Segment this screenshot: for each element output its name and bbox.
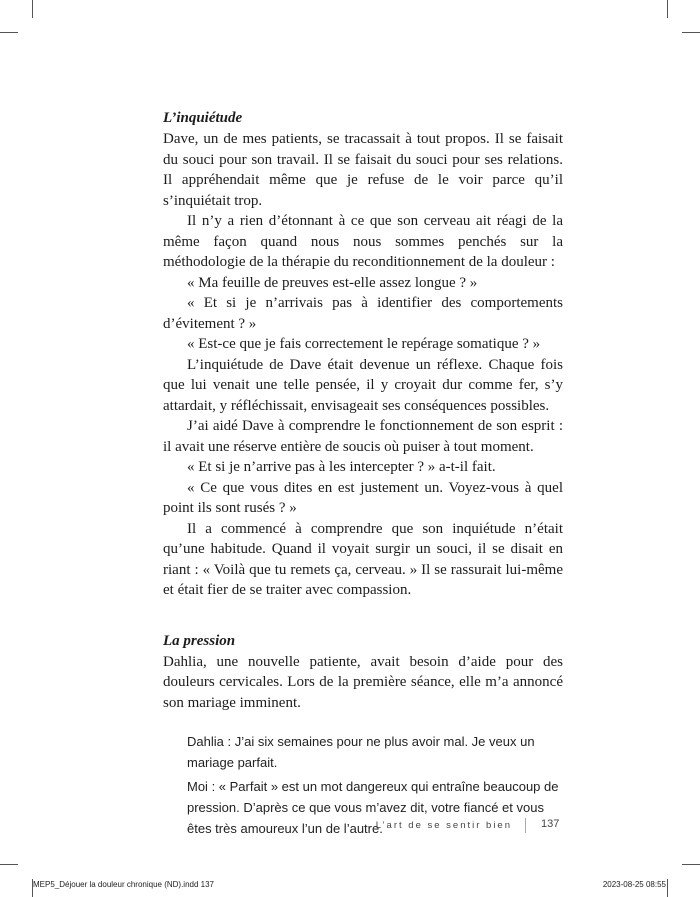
crop-mark-bottom-right: [667, 879, 668, 897]
speaker-name: Dahlia: [187, 734, 224, 749]
crop-mark-bottom-right-h: [682, 864, 700, 865]
paragraph: Il n’y a rien d’étonnant à ce que son cerveau ait réagi de la même façon quand nous nous sommes penchés sur la méthodologie de la thérapie du reconditionnement de la douleur :: [163, 213, 563, 270]
section-title: La pression: [163, 632, 236, 649]
paragraph: J’ai aidé Dave à comprendre le fonctionnement de son esprit : il avait une réserve entière de soucis où puiser à tout moment.: [163, 418, 563, 455]
section-pression: [163, 631, 563, 714]
crop-mark-top-left-h: [0, 32, 18, 33]
section-paragraphs: [163, 652, 563, 714]
section-paragraphs: [163, 129, 563, 601]
paragraph: Dave, un de mes patients, se tracassait à tout propos. Il se faisait du souci pour son travail. Il se faisait du souci pour ses relations. Il appréhendait même que je refuse de le voir parce qu’il s’inquiétait trop.: [163, 131, 563, 209]
paragraph: L’inquiétude de Dave était devenue un réflexe. Chaque fois que lui venait une telle pensée, il y croyait dur comme fer, s’y attardait, y réfléchissait, envisageait ses conséquences possibles.: [163, 356, 563, 414]
dialogue-entry: [187, 731, 563, 773]
crop-mark-bottom-left-h: [0, 864, 18, 865]
paragraph: « Et si je n’arrivais pas à identifier des comportements d’évitement ? »: [163, 295, 563, 332]
paragraph: « Et si je n’arrive pas à les intercepter ? » a-t-il fait.: [187, 459, 496, 475]
running-title: L’art de se sentir bien: [375, 820, 512, 831]
paragraph: Dahlia, une nouvelle patiente, avait besoin d’aide pour des douleurs cervicales. Lors de la première séance, elle m’a annoncé son mariage imminent.: [163, 653, 563, 711]
running-footer: [0, 818, 700, 834]
page-number: 137: [541, 818, 560, 830]
paragraph: « Est-ce que je fais correctement le repérage somatique ? »: [187, 336, 541, 352]
section-title: L’inquiétude: [163, 110, 243, 126]
paragraph: Il a commencé à comprendre que son inquiétude n’était qu’une habitude. Quand il voyait surgir un souci, il se disait en riant : « Voilà que tu remets ça, cerveau. » Il se rassurait lui-même et était fier de se traiter avec compassion.: [163, 520, 563, 598]
dialogue-line: : « Parfait » est un mot dangereux qui entraîne beaucoup de pression. D’après ce que vous m’avez dit, votre fiancé et vous êtes très amoureux l’un de l’autre.: [187, 779, 559, 836]
paragraph: « Ma feuille de preuves est-elle assez longue ? »: [187, 274, 478, 291]
slug-date: 2023-08-25 08:55: [602, 880, 666, 889]
footer-separator: [525, 818, 526, 833]
section-inquietude: [163, 108, 563, 601]
page-body: [163, 100, 563, 842]
crop-mark-top-right: [667, 0, 668, 18]
crop-mark-top-left: [32, 0, 33, 18]
crop-mark-top-right-h: [682, 32, 700, 33]
paragraph: « Ce que vous dites en est justement un. Voyez-vous à quel point ils sont rusés ? »: [163, 479, 563, 516]
dialogue-line: : J’ai six semaines pour ne plus avoir mal. Je veux un mariage parfait.: [187, 734, 535, 770]
slug-file: MEP5_Déjouer la douleur chronique (ND).indd 137: [33, 880, 214, 889]
speaker-name: Moi: [187, 779, 208, 794]
